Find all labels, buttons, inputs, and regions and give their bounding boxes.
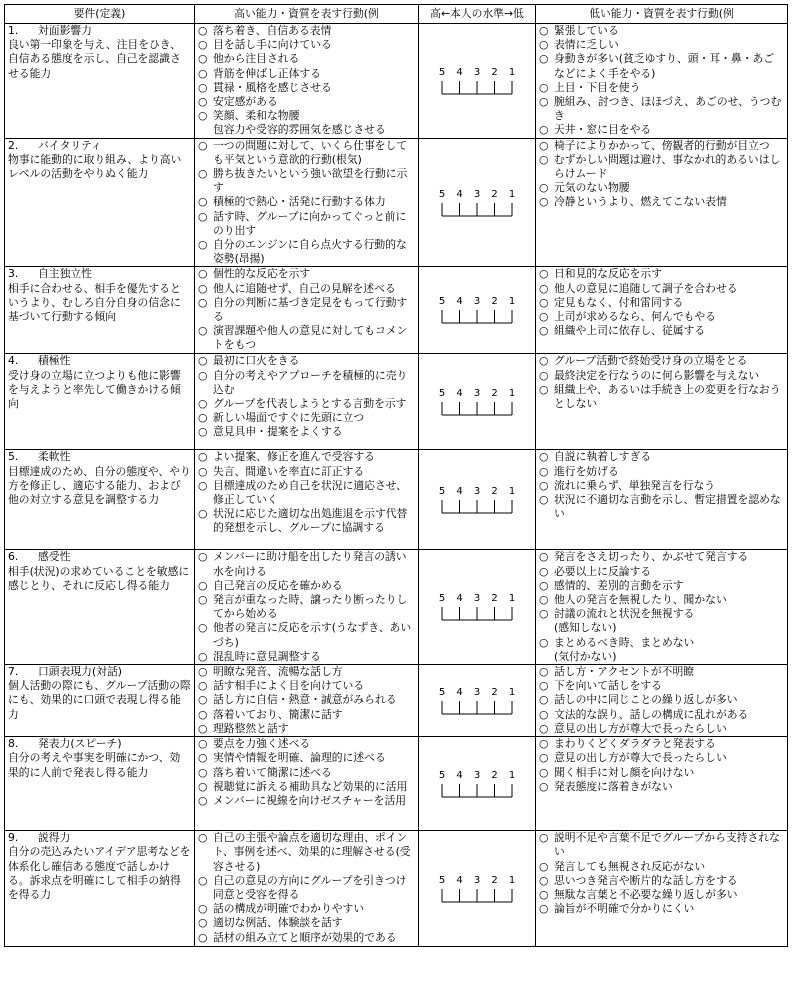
low-behavior-item: ○ 発言しても無視され反応がない xyxy=(539,860,784,874)
scale-numbers xyxy=(435,189,519,201)
scale-number: 4 xyxy=(456,686,463,698)
scale-number: 5 xyxy=(438,387,446,399)
scale-number: 2 xyxy=(491,296,498,308)
scale-number: 2 xyxy=(491,387,498,399)
high-behavior-item: ○ 話す相手によく目を向けている xyxy=(198,679,415,693)
low-behavior-item: ○ グループ活動で終始受け身の立場をとる xyxy=(539,354,784,368)
level-scale-cell xyxy=(419,665,536,737)
requirement-name: 感受性 xyxy=(38,550,71,564)
high-behavior-item: ○ 勝ち抜きたいという強い欲望を行動に示す xyxy=(198,167,415,195)
scale-number: 2 xyxy=(491,485,498,497)
scale-number: 5 xyxy=(438,593,446,605)
evaluation-row xyxy=(5,267,788,354)
level-scale-cell xyxy=(419,138,536,267)
high-behavior-item: ○ 話し方に自信・熱意・誠意がみられる xyxy=(198,693,415,707)
scale-ruler xyxy=(435,79,519,97)
high-behavior-item: ○ 自分の判断に基づき定見をもって行動する xyxy=(198,296,415,324)
requirement-name: 口頭表現力(対話) xyxy=(38,665,123,679)
header-low-behavior: 低い能力・資質を表す行動(例 xyxy=(536,5,788,24)
scale-ruler xyxy=(435,498,519,516)
scale-numbers xyxy=(435,296,519,308)
evaluation-row xyxy=(5,354,788,450)
high-behavior-item: ○ 話す時、グループに向かってぐっと前にのり出す xyxy=(198,210,415,238)
low-behavior-item: ○ 組織や上司に依存し、従属する xyxy=(539,324,784,338)
low-behavior-item: ○ 説明不足や言葉不足でグループから支持されない xyxy=(539,831,784,859)
high-behavior-item: ○ 要点を力強く述べる xyxy=(198,737,415,751)
scale-number: 1 xyxy=(508,188,516,200)
high-behavior-list xyxy=(198,139,415,267)
high-behavior-cell xyxy=(195,550,419,665)
high-behavior-item: ○ 演習課題や他人の意見に対してもコメントをもつ xyxy=(198,324,415,352)
high-behavior-item: ○ 話材の組み立てと順序が効果的である xyxy=(198,931,415,945)
low-behavior-cell xyxy=(536,831,788,947)
low-behavior-cell xyxy=(536,665,788,737)
level-scale-cell xyxy=(419,354,536,450)
low-behavior-item: ○ 定見もなく、付和雷同する xyxy=(539,296,784,310)
header-level-scale: 高←本人の水準→低 xyxy=(419,5,536,24)
scale-number: 3 xyxy=(473,387,481,399)
requirement-definition: 目標達成のため、自分の態度や、やり方を修正し、適応する能力、および他の対立する意見を調整する力 xyxy=(8,464,191,507)
evaluation-row xyxy=(5,665,788,737)
requirement-cell xyxy=(5,831,195,947)
scale-number: 1 xyxy=(508,874,516,886)
high-behavior-item: ○ 安定感がある xyxy=(198,95,415,109)
high-behavior-cell xyxy=(195,267,419,354)
low-behavior-item: ○ 元気のない物腰 xyxy=(539,181,784,195)
scale-number: 5 xyxy=(438,296,446,308)
high-behavior-item: ○ 貫禄・風格を感じさせる xyxy=(198,81,415,95)
high-behavior-item: ○ 実情や情報を明確、論理的に述べる xyxy=(198,751,415,765)
scale-number: 2 xyxy=(491,874,498,886)
high-behavior-item: ○ 新しい場面ですぐに先頭に立つ xyxy=(198,411,415,425)
low-behavior-item: ○ 必要以上に反論する xyxy=(539,565,784,579)
requirement-cell xyxy=(5,737,195,831)
requirement-title xyxy=(8,450,191,464)
high-behavior-item: ○ 落着いており、簡潔に話す xyxy=(198,708,415,722)
scale-number: 1 xyxy=(508,593,516,605)
requirement-title xyxy=(8,737,191,751)
low-behavior-item: ○ 文法的な誤り、話しの構成に乱れがある xyxy=(539,708,784,722)
scale-number: 2 xyxy=(491,66,498,78)
high-behavior-item: ○ 自己の意見の方向にグループを引きつけ同意と受容を得る xyxy=(198,874,415,902)
low-behavior-cell xyxy=(536,354,788,450)
high-behavior-item: ○ 落ち着いて簡潔に述べる xyxy=(198,766,415,780)
low-behavior-item: ○ 緊張している xyxy=(539,24,784,38)
low-behavior-item: ○ 論旨が不明確で分かりにくい xyxy=(539,902,784,916)
low-behavior-cell xyxy=(536,24,788,139)
header-high-behavior: 高い能力・資質を表す行動(例 xyxy=(195,5,419,24)
low-behavior-cell xyxy=(536,450,788,550)
scale-number: 5 xyxy=(438,66,446,78)
scale-number: 3 xyxy=(473,485,481,497)
low-behavior-list xyxy=(539,139,784,210)
scale-number: 5 xyxy=(438,686,446,698)
high-behavior-item: ○ メンバーに助け船を出したり発言の誘い水を向ける xyxy=(198,550,415,578)
low-behavior-cell xyxy=(536,138,788,267)
scale-number: 3 xyxy=(473,296,481,308)
requirement-definition: 受け身の立場に立つよりも他に影響を与えようと率先して働きかける傾向 xyxy=(8,368,181,411)
low-behavior-item: ○ 無駄な言葉と不必要な繰り返しが多い xyxy=(539,888,784,902)
low-behavior-item: ○ 日和見的な反応を示す xyxy=(539,267,784,281)
requirement-name: 説得力 xyxy=(38,831,71,845)
requirement-definition: 物事に能動的に取り組み、より高いレベルの活動をやりぬく能力 xyxy=(8,152,182,181)
scale-number: 3 xyxy=(473,188,481,200)
high-behavior-cell xyxy=(195,24,419,139)
high-behavior-item: ○ 発言が重なった時、譲ったり断ったりしてから始める xyxy=(198,593,415,621)
low-behavior-cell xyxy=(536,550,788,665)
high-behavior-item: ○ 視聴覚に訴える補助具など効果的に活用 xyxy=(198,780,415,794)
low-behavior-item: ○ 聞く相手に対し顔を向けない xyxy=(539,766,784,780)
scale-number: 4 xyxy=(456,593,463,605)
level-scale xyxy=(435,593,519,623)
high-behavior-cell xyxy=(195,138,419,267)
requirement-title xyxy=(8,665,191,679)
low-behavior-item: ○ 上司が求めるなら、何んでもやる xyxy=(539,310,784,324)
scale-number: 4 xyxy=(456,387,463,399)
low-behavior-item: ○ 他人の意見に追随して調子を合わせる xyxy=(539,282,784,296)
requirement-definition: 自分の売込みたいアイデア思考などを体系化し確信ある態度で話しかける。訴求点を明確にして相手の納得を得る力 xyxy=(8,845,191,901)
scale-numbers xyxy=(435,770,519,782)
low-behavior-list xyxy=(539,550,784,664)
scale-ruler xyxy=(435,782,519,800)
high-behavior-list xyxy=(198,550,415,664)
low-behavior-item: ○ 討議の流れと状況を無視する (感知しない) xyxy=(539,607,784,635)
high-behavior-cell xyxy=(195,737,419,831)
scale-number: 4 xyxy=(456,485,463,497)
requirement-title xyxy=(8,831,191,845)
high-behavior-item: ○ 自分のエンジンに自ら点火する行動的な姿勢(昂揚) xyxy=(198,238,415,266)
scale-number: 1 xyxy=(508,485,516,497)
high-behavior-item: ○ 意見具申・提案をよくする xyxy=(198,425,415,439)
high-behavior-cell xyxy=(195,665,419,737)
level-scale xyxy=(435,189,519,219)
requirement-title xyxy=(8,24,191,38)
high-behavior-cell xyxy=(195,354,419,450)
level-scale xyxy=(435,296,519,326)
scale-number: 5 xyxy=(438,874,446,886)
level-scale-cell xyxy=(419,737,536,831)
scale-ruler xyxy=(435,887,519,905)
low-behavior-list xyxy=(539,24,784,138)
high-behavior-list xyxy=(198,450,415,535)
scale-ruler xyxy=(435,400,519,418)
scale-number: 1 xyxy=(508,686,516,698)
low-behavior-item: ○ 天井・窓に目をやる xyxy=(539,123,784,137)
low-behavior-item: ○ 身動きが多い(貧乏ゆすり、頭・耳・鼻・あごなどによく手をやる) xyxy=(539,52,784,80)
requirement-title xyxy=(8,267,191,281)
low-behavior-item: ○ 椅子によりかかって、傍観者的行動が目立つ xyxy=(539,139,784,153)
low-behavior-item: ○ 最終決定を行なうのに何ら影響を与えない xyxy=(539,369,784,383)
low-behavior-list xyxy=(539,267,784,338)
high-behavior-item: ○ 失言、間違いを率直に訂正する xyxy=(198,465,415,479)
high-behavior-item: ○ 自己の主張や論点を適切な理由、ポイント、事例を述べ、効果的に理解させる(受容させる) xyxy=(198,831,415,874)
high-behavior-item: ○ 目標達成のため自己を状況に適応させ、修正していく xyxy=(198,479,415,507)
requirement-cell xyxy=(5,267,195,354)
low-behavior-list xyxy=(539,737,784,794)
scale-numbers xyxy=(435,388,519,400)
header-row xyxy=(5,5,788,24)
requirement-name: バイタリティ xyxy=(38,138,102,152)
requirement-cell xyxy=(5,450,195,550)
low-behavior-item: ○ 腕組み、討つき、ほほづえ、あごのせ、うつむき xyxy=(539,95,784,123)
low-behavior-item: ○ 下を向いて話しをする xyxy=(539,679,784,693)
low-behavior-item: ○ 他人の発言を無視したり、聞かない xyxy=(539,593,784,607)
high-behavior-item: ○ 背筋を伸ばし正体する xyxy=(198,67,415,81)
scale-number: 2 xyxy=(491,769,498,781)
scale-number: 2 xyxy=(491,686,498,698)
scale-ruler xyxy=(435,308,519,326)
scale-number: 3 xyxy=(473,874,481,886)
requirement-title xyxy=(8,139,191,153)
high-behavior-item: ○ メンバーに視線を向けゼスチャーを活用 xyxy=(198,794,415,808)
requirement-cell xyxy=(5,665,195,737)
requirement-number: 8. xyxy=(8,737,19,751)
high-behavior-list xyxy=(198,354,415,439)
scale-number: 5 xyxy=(438,188,446,200)
low-behavior-item: ○ 自説に執着しすぎる xyxy=(539,450,784,464)
requirement-definition: 良い第一印象を与え、注目をひき、自信ある態度を示し、自己を認識させる能力 xyxy=(8,38,181,80)
scale-number: 3 xyxy=(473,686,481,698)
requirement-cell xyxy=(5,550,195,665)
requirement-definition: 自分の考えや事実を明確にかつ、効果的に人前で発表し得る能力 xyxy=(8,751,181,779)
high-behavior-item: ○ 積極的で熱心・活発に行動する体力 xyxy=(198,195,415,209)
high-behavior-item: ○ 他から注目される xyxy=(198,52,415,66)
scale-number: 3 xyxy=(473,593,481,605)
requirement-title xyxy=(8,354,191,368)
scale-number: 2 xyxy=(491,593,498,605)
scale-ruler xyxy=(435,605,519,623)
level-scale xyxy=(435,875,519,905)
low-behavior-list xyxy=(539,354,784,411)
level-scale xyxy=(435,770,519,800)
high-behavior-item: ○ 落ち着き、自信ある表情 xyxy=(198,24,415,38)
high-behavior-item: ○ グループを代表しようとする言動を示す xyxy=(198,397,415,411)
high-behavior-item: ○ 混乱時に意見調整する xyxy=(198,650,415,664)
scale-ruler xyxy=(435,201,519,219)
low-behavior-item: ○ 感情的、差別的言動を示す xyxy=(539,579,784,593)
low-behavior-item: ○ 発表態度に落着きがない xyxy=(539,780,784,794)
scale-number: 1 xyxy=(508,66,516,78)
scale-number: 2 xyxy=(491,188,498,200)
high-behavior-item: ○ 一つの問題に対して、いくら仕事をしても平気という意欲的行動(根気) xyxy=(198,139,415,167)
header-requirement: 要件(定義) xyxy=(5,5,195,24)
scale-number: 4 xyxy=(456,296,463,308)
low-behavior-list xyxy=(539,831,784,916)
high-behavior-item: ○ 笑顔、柔和な物腰 包容力や受容的雰囲気を感じさせる xyxy=(198,109,415,137)
scale-number: 4 xyxy=(456,769,463,781)
high-behavior-item: ○ 自分の考えやアプローチを積極的に売り込む xyxy=(198,369,415,397)
high-behavior-cell xyxy=(195,831,419,947)
evaluation-sheet xyxy=(4,4,787,1000)
requirement-cell xyxy=(5,354,195,450)
requirement-name: 発表力(スピーチ) xyxy=(38,737,122,751)
high-behavior-list xyxy=(198,24,415,138)
scale-ruler xyxy=(435,699,519,717)
scale-number: 1 xyxy=(508,296,516,308)
high-behavior-item: ○ 適切な例話、体験談を話す xyxy=(198,916,415,930)
level-scale xyxy=(435,486,519,516)
scale-number: 5 xyxy=(438,769,446,781)
requirement-number: 4. xyxy=(8,354,19,368)
evaluation-row xyxy=(5,24,788,139)
requirement-number: 7. xyxy=(8,665,19,679)
low-behavior-item: ○ 話し方・アクセントが不明瞭 xyxy=(539,665,784,679)
scale-number: 4 xyxy=(456,874,463,886)
requirement-cell xyxy=(5,138,195,267)
low-behavior-item: ○ 進行を妨げる xyxy=(539,465,784,479)
low-behavior-item: ○ 発言をさえ切ったり、かぶせて発言する xyxy=(539,550,784,564)
requirement-number: 3. xyxy=(8,267,19,281)
scale-number: 1 xyxy=(508,769,516,781)
high-behavior-item: ○ よい提案、修正を進んで受容する xyxy=(198,450,415,464)
high-behavior-item: ○ 明瞭な発音、流暢な話し方 xyxy=(198,665,415,679)
evaluation-row xyxy=(5,831,788,947)
level-scale xyxy=(435,67,519,97)
level-scale xyxy=(435,388,519,418)
scale-number: 4 xyxy=(456,188,463,200)
requirement-title xyxy=(8,550,191,564)
level-scale xyxy=(435,687,519,717)
behavior-evaluation-table xyxy=(4,4,788,947)
level-scale-cell xyxy=(419,831,536,947)
low-behavior-item: ○ むずかしい問題は避け、事なかれ的あるいはしらけムード xyxy=(539,153,784,181)
requirement-number: 5. xyxy=(8,450,19,464)
requirement-definition: 個人活動の際にも、グループ活動の際にも、効果的に口頭で表現し得る能力 xyxy=(8,679,191,721)
scale-numbers xyxy=(435,687,519,699)
high-behavior-item: ○ 状況に応じた適切な出処進退を示す代替的発想を示し、グループに協調する xyxy=(198,507,415,535)
scale-number: 1 xyxy=(508,387,516,399)
low-behavior-item: ○ まわりくどくダラダラと発表する xyxy=(539,737,784,751)
evaluation-row xyxy=(5,138,788,267)
requirement-definition: 相手に合わせる、相手を優先するというより、むしろ自分自身の信念に基づいて行動する傾向 xyxy=(8,281,181,324)
high-behavior-item: ○ 他人に追随せず、自己の見解を述べる xyxy=(198,282,415,296)
high-behavior-item: ○ 理路整然と話す xyxy=(198,722,415,736)
high-behavior-item: ○ 他者の発言に反応を示す(うなずき、あいづち) xyxy=(198,621,415,649)
scale-number: 4 xyxy=(456,66,463,78)
requirement-number: 2. xyxy=(8,138,19,152)
low-behavior-item: ○ 話しの中に同じことの繰り返しが多い xyxy=(539,693,784,707)
requirement-number: 1. xyxy=(8,24,19,37)
requirement-name: 柔軟性 xyxy=(38,450,71,464)
scale-number: 5 xyxy=(438,485,446,497)
low-behavior-item: ○ 上目・下目を使う xyxy=(539,81,784,95)
requirement-name: 積極性 xyxy=(38,354,71,368)
requirement-cell xyxy=(5,24,195,139)
high-behavior-item: ○ 話の構成が明確でわかりやすい xyxy=(198,902,415,916)
scale-numbers xyxy=(435,486,519,498)
level-scale-cell xyxy=(419,450,536,550)
scale-numbers xyxy=(435,875,519,887)
low-behavior-item: ○ 意見の出し方が尊大で長ったらしい xyxy=(539,751,784,765)
high-behavior-item: ○ 個性的な反応を示す xyxy=(198,267,415,281)
high-behavior-list xyxy=(198,737,415,808)
low-behavior-list xyxy=(539,450,784,521)
high-behavior-list xyxy=(198,665,415,736)
low-behavior-list xyxy=(539,665,784,736)
scale-number: 3 xyxy=(473,66,481,78)
level-scale-cell xyxy=(419,267,536,354)
low-behavior-item: ○ 意見の出し方が尊大で長ったらしい xyxy=(539,722,784,736)
high-behavior-list xyxy=(198,267,415,352)
low-behavior-item: ○ 思いつき発言や断片的な話し方をする xyxy=(539,874,784,888)
low-behavior-item: ○ 表情に乏しい xyxy=(539,38,784,52)
high-behavior-cell xyxy=(195,450,419,550)
high-behavior-item: ○ 目を話し手に向けている xyxy=(198,38,415,52)
scale-numbers xyxy=(435,593,519,605)
low-behavior-item: ○ 組織上や、あるいは手続き上の変更を行なおうとしない xyxy=(539,383,784,411)
level-scale-cell xyxy=(419,24,536,139)
low-behavior-cell xyxy=(536,267,788,354)
high-behavior-item: ○ 自己発言の反応を確かめる xyxy=(198,579,415,593)
requirement-name: 自主独立性 xyxy=(38,267,92,281)
low-behavior-item: ○ まとめるべき時、まとめない (気付かない) xyxy=(539,636,784,664)
evaluation-row xyxy=(5,550,788,665)
low-behavior-item: ○ 冷静というより、燃えてこない表情 xyxy=(539,195,784,209)
evaluation-row xyxy=(5,450,788,550)
scale-numbers xyxy=(435,67,519,79)
level-scale-cell xyxy=(419,550,536,665)
scale-number: 3 xyxy=(473,769,481,781)
high-behavior-item: ○ 最初に口火をきる xyxy=(198,354,415,368)
high-behavior-list xyxy=(198,831,415,945)
requirement-number: 6. xyxy=(8,550,19,564)
low-behavior-item: ○ 状況に不適切な言動を示し、暫定措置を認めない xyxy=(539,493,784,521)
evaluation-row xyxy=(5,737,788,831)
low-behavior-item: ○ 流れに乗らず、単独発言を行なう xyxy=(539,479,784,493)
requirement-name: 対面影響力 xyxy=(38,24,92,37)
requirement-number: 9. xyxy=(8,831,19,845)
low-behavior-cell xyxy=(536,737,788,831)
requirement-definition: 相手(状況)の求めていることを敏感に感じとり、それに反応し得る能力 xyxy=(8,564,190,592)
